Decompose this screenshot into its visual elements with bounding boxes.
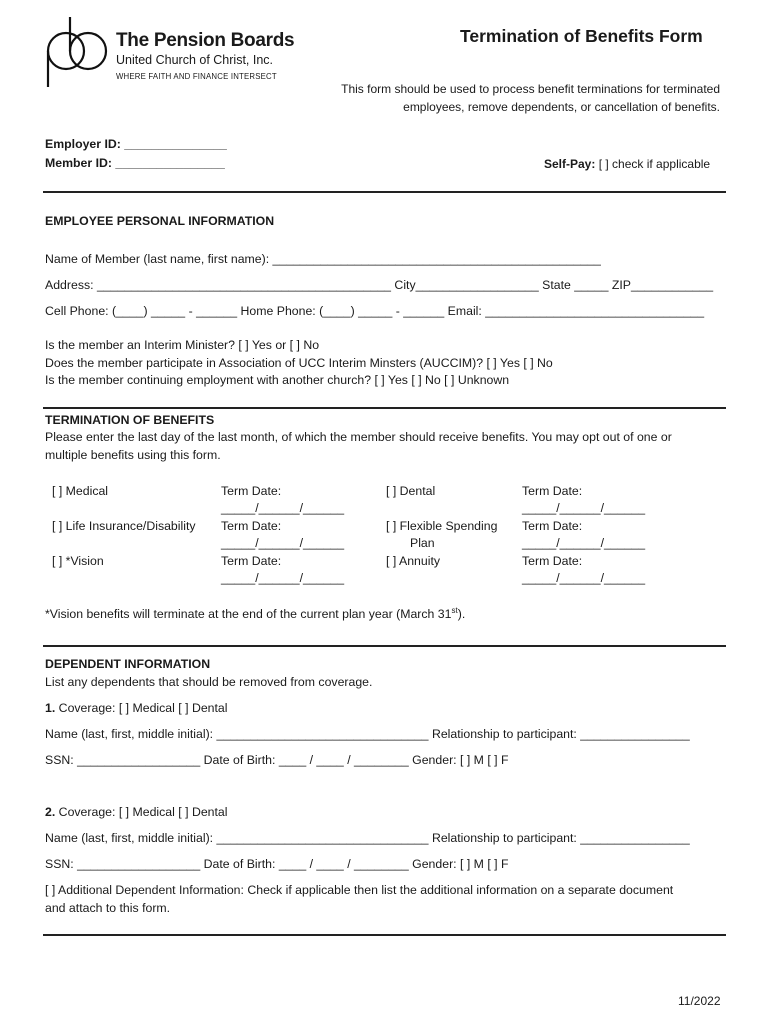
term-date-label: Term Date: bbox=[522, 554, 583, 568]
termination-intro: Please enter the last day of the last month, of which the member should receive benefits. You may opt out of one or bbox=[45, 430, 672, 444]
flexible-spending-label-cont: Plan bbox=[410, 536, 435, 550]
term-date-label: Term Date: bbox=[522, 484, 583, 498]
term-date-label: Term Date: bbox=[221, 554, 282, 568]
member-name-field[interactable]: Name of Member (last name, first name): ________________________________________________ bbox=[45, 252, 601, 266]
flexible-spending-term-date-field[interactable]: _____/______/______ bbox=[522, 536, 646, 550]
form-description: This form should be used to process benefit terminations for terminated employees, remove dependents, or cancellation of benefits. bbox=[341, 82, 720, 114]
divider bbox=[43, 934, 726, 936]
coverage-options: Coverage: [ ] Medical [ ] Dental bbox=[55, 805, 228, 819]
logo-tagline: WHERE FAITH AND FINANCE INTERSECT bbox=[116, 72, 277, 81]
flexible-spending-checkbox[interactable]: [ ] Flexible Spending bbox=[386, 519, 498, 533]
self-pay-checkbox[interactable] bbox=[544, 157, 710, 171]
dental-checkbox[interactable]: [ ] Dental bbox=[386, 484, 436, 498]
term-date-label: Term Date: bbox=[221, 519, 282, 533]
logo-name: The Pension Boards bbox=[116, 30, 295, 51]
vision-note-text: *Vision benefits will terminate at the end of the current plan year (March 31 bbox=[45, 607, 452, 622]
additional-dependent-note: and attach to this form. bbox=[45, 901, 171, 915]
form-title: Termination of Benefits Form bbox=[460, 26, 703, 46]
vision-note bbox=[45, 606, 465, 621]
section-heading-dependents: DEPENDENT INFORMATION bbox=[45, 657, 211, 671]
self-pay-text: [ ] check if applicable bbox=[598, 157, 711, 171]
dependent-1-name-field[interactable]: Name (last, first, middle initial): _______________________________ Relationship to participant: ________________ bbox=[45, 727, 690, 741]
dependent-2-ssn-field[interactable]: SSN: __________________ Date of Birth: ____ / ____ / ________ Gender: [ ] M [ ] F bbox=[45, 857, 509, 871]
self-pay-label: Self-Pay: bbox=[544, 157, 596, 171]
divider bbox=[43, 645, 726, 647]
dependent-1-coverage[interactable] bbox=[45, 701, 228, 715]
dependent-2-name-field[interactable]: Name (last, first, middle initial): _______________________________ Relationship to participant: ________________ bbox=[45, 831, 690, 845]
pension-boards-logo bbox=[40, 14, 115, 89]
vision-note-sup: st bbox=[451, 606, 458, 615]
form-version: 11/2022 bbox=[678, 994, 721, 1008]
employer-id-field[interactable]: Employer ID: _______________ bbox=[45, 137, 227, 151]
address-field[interactable]: Address: ___________________________________________ City__________________ State _____ ZIP____________ bbox=[45, 278, 714, 292]
section-heading-termination: TERMINATION OF BENEFITS bbox=[45, 413, 215, 427]
member-id-field[interactable]: Member ID: ________________ bbox=[45, 156, 225, 170]
divider bbox=[43, 191, 726, 193]
dependent-1-ssn-field[interactable]: SSN: __________________ Date of Birth: ____ / ____ / ________ Gender: [ ] M [ ] F bbox=[45, 753, 509, 767]
life-insurance-term-date-field[interactable]: _____/______/______ bbox=[221, 536, 345, 550]
life-insurance-checkbox[interactable]: [ ] Life Insurance/Disability bbox=[52, 519, 196, 533]
interim-minister-question[interactable]: Is the member an Interim Minister? [ ] Yes or [ ] No bbox=[45, 338, 320, 352]
dependent-number: 1. bbox=[45, 701, 56, 715]
dependent-2-coverage[interactable] bbox=[45, 805, 228, 819]
logo-subtitle: United Church of Christ, Inc. bbox=[116, 53, 274, 67]
coverage-options: Coverage: [ ] Medical [ ] Dental bbox=[55, 701, 228, 715]
termination-intro-cont: multiple benefits using this form. bbox=[45, 448, 221, 462]
medical-checkbox[interactable]: [ ] Medical bbox=[52, 484, 109, 498]
vision-checkbox[interactable]: [ ] *Vision bbox=[52, 554, 104, 568]
dental-term-date-field[interactable]: _____/______/______ bbox=[522, 501, 646, 515]
additional-dependent-checkbox[interactable]: [ ] Additional Dependent Information: Check if applicable then list the additional information on a separate document bbox=[45, 883, 674, 897]
divider bbox=[43, 407, 726, 409]
vision-term-date-field[interactable]: _____/______/______ bbox=[221, 571, 345, 585]
annuity-checkbox[interactable]: [ ] Annuity bbox=[386, 554, 441, 568]
section-heading-personal: EMPLOYEE PERSONAL INFORMATION bbox=[45, 214, 275, 228]
term-date-label: Term Date: bbox=[221, 484, 282, 498]
term-date-label: Term Date: bbox=[522, 519, 583, 533]
dependents-intro: List any dependents that should be removed from coverage. bbox=[45, 675, 373, 689]
continuing-employment-question[interactable]: Is the member continuing employment with another church? [ ] Yes [ ] No [ ] Unknown bbox=[45, 373, 510, 387]
annuity-term-date-field[interactable]: _____/______/______ bbox=[522, 571, 646, 585]
vision-note-end: ). bbox=[457, 607, 466, 622]
phone-email-field[interactable]: Cell Phone: (____) _____ - ______ Home Phone: (____) _____ - ______ Email: ________________________________ bbox=[45, 304, 705, 318]
medical-term-date-field[interactable]: _____/______/______ bbox=[221, 501, 345, 515]
auccim-question[interactable]: Does the member participate in Association of UCC Interim Minsters (AUCCIM)? [ ] Yes [ ] No bbox=[45, 356, 553, 370]
dependent-number: 2. bbox=[45, 805, 56, 819]
